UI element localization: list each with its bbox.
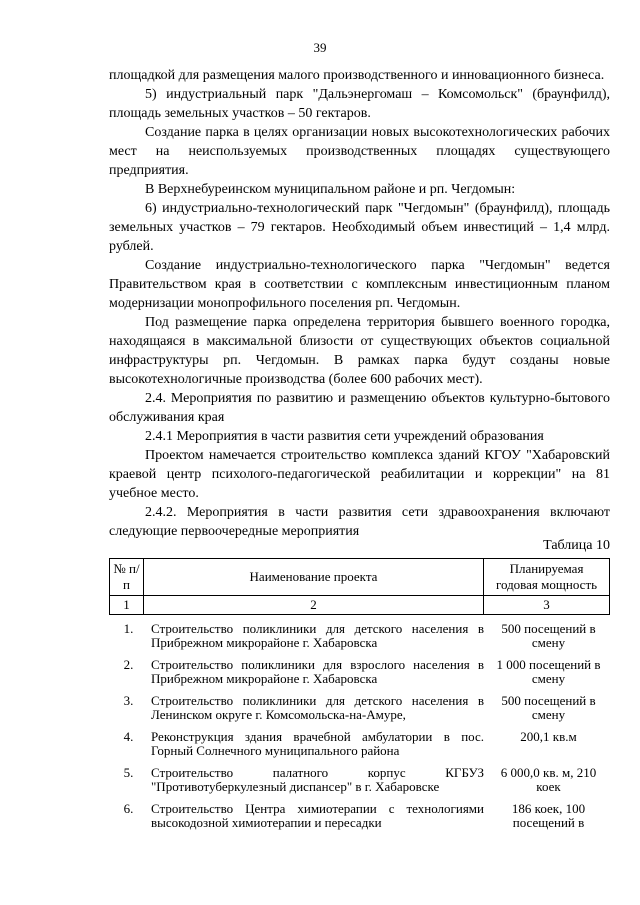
- project-capacity: 186 коек, 100 посещений в: [511, 801, 586, 830]
- table-header-row: [110, 559, 610, 596]
- table-row: [109, 692, 610, 728]
- row-number: 6.: [123, 801, 134, 816]
- paragraph: 6) индустриально-технологический парк "Чегдомын" (браунфилд), площадь земельных участков – 79 гектаров. Необходимый объем инвестиций – 1,4 млрд. рублей.: [109, 201, 610, 254]
- table-row: [109, 620, 610, 656]
- project-name: Строительство Центра химиотерапии с технологиями высокодозной химиотерапии и пересадки: [151, 801, 484, 830]
- row-number: 2.: [123, 657, 134, 672]
- table-row: [109, 764, 610, 800]
- paragraph: 5) индустриальный парк "Дальэнергомаш – Комсомольск" (браунфилд), площадь земельных участков – 50 гектаров.: [109, 87, 610, 121]
- project-capacity: 500 посещений в смену: [501, 693, 596, 722]
- project-capacity: 6 000,0 кв. м, 210 коек: [500, 765, 597, 794]
- table-column-numbers-row: [110, 596, 610, 615]
- table-row: [109, 800, 610, 836]
- body-text: [109, 66, 610, 541]
- projects-table: [109, 620, 610, 836]
- project-name: Реконструкция здания врачебной амбулатории в пос. Горный Солнечного муниципального района: [151, 729, 484, 758]
- project-name: Строительство поликлиники для детского населения в Прибрежном микрорайоне г. Хабаровска: [151, 621, 484, 650]
- row-number: 3.: [123, 693, 134, 708]
- row-number: 5.: [123, 765, 134, 780]
- paragraph: В Верхнебуреинском муниципальном районе и рп. Чегдомын:: [145, 182, 516, 197]
- table-row: [109, 656, 610, 692]
- subsection-heading: 2.4.1 Мероприятия в части развития сети учреждений образования: [145, 429, 544, 444]
- subsection-heading: 2.4.2. Мероприятия в части развития сети здравоохранения включают следующие первоочередные мероприятия: [109, 505, 610, 539]
- header-capacity: Планируемая годовая мощность: [484, 559, 610, 596]
- row-number: 4.: [123, 729, 134, 744]
- paragraph: площадкой для размещения малого производственного и инновационного бизнеса.: [109, 68, 605, 83]
- paragraph: Создание индустриально-технологического парка "Чегдомын" ведется Правительством края в соответствии с комплексным инвестиционным планом модернизации монопрофильного поселения рп. Чегдомын.: [109, 258, 610, 311]
- column-number: 3: [484, 596, 610, 615]
- project-name: Строительство поликлиники для детского населения в Ленинском округе г. Комсомольска-на-Амуре,: [151, 693, 484, 722]
- row-number: 1.: [123, 621, 134, 636]
- paragraph: Проектом намечается строительство комплекса зданий КГОУ "Хабаровский краевой центр психолого-педагогической реабилитации и коррекции" на 81 учебное место.: [109, 448, 610, 501]
- column-number: 2: [144, 596, 484, 615]
- project-capacity: 200,1 кв.м: [520, 729, 577, 744]
- column-number: 1: [110, 596, 144, 615]
- header-project-name: Наименование проекта: [144, 559, 484, 596]
- table-caption: Таблица 10: [543, 538, 610, 553]
- paragraph: Под размещение парка определена территория бывшего военного городка, находящаяся в максимальной близости от существующих объектов социальной инфраструктуры рп. Чегдомын. В рамках парка будут созданы новые высокотехнологичные производства (более 600 рабочих мест).: [109, 315, 610, 387]
- table-row: [109, 728, 610, 764]
- page-number: 39: [313, 40, 327, 55]
- section-heading: 2.4. Мероприятия по развитию и размещению объектов культурно-бытового обслуживания края: [109, 391, 610, 425]
- header-number: № п/п: [110, 559, 144, 596]
- paragraph: Создание парка в целях организации новых высокотехнологических рабочих мест на неиспользуемых производственных площадях существующего предприятия.: [109, 125, 610, 178]
- project-name: Строительство палатного корпус КГБУЗ "Противотуберкулезный диспансер" в г. Хабаровске: [151, 765, 484, 794]
- table-header: [109, 558, 610, 615]
- project-capacity: 500 посещений в смену: [501, 621, 596, 650]
- project-capacity: 1 000 посещений в смену: [496, 657, 601, 686]
- project-name: Строительство поликлиники для взрослого населения в Прибрежном микрорайоне г. Хабаровска: [151, 657, 484, 686]
